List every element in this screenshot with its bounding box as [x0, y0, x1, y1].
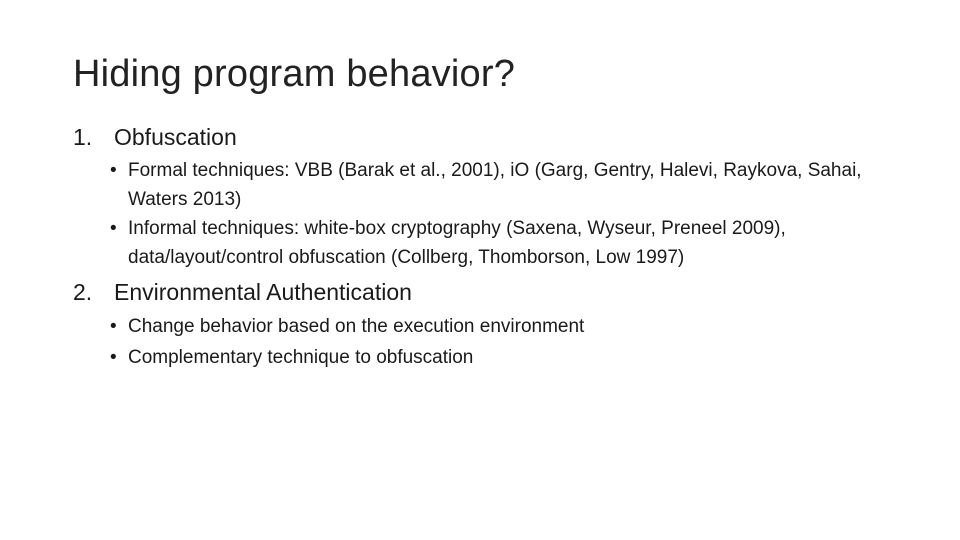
obfuscation-bullets — [110, 156, 870, 272]
section-environmental-authentication — [73, 279, 412, 306]
bullet-icon: • — [110, 218, 117, 239]
bullet-text: Informal techniques: white-box cryptography (Saxena, Wyseur, Preneel 2009), data/layout/control obfuscation (Collberg, Thomborson, Low 1997) — [128, 218, 786, 268]
bullet-icon: • — [110, 160, 117, 181]
bullet-text: Change behavior based on the execution environment — [128, 316, 585, 337]
section-obfuscation — [73, 124, 237, 151]
bullet-item — [110, 156, 870, 214]
bullet-icon: • — [110, 347, 117, 368]
section-number: 1. — [73, 124, 93, 150]
section-heading: Obfuscation — [114, 124, 237, 150]
bullet-text: Formal techniques: VBB (Barak et al., 2001), iO (Garg, Gentry, Halevi, Raykova, Sahai, Waters 2013) — [128, 160, 862, 210]
bullet-text: Complementary technique to obfuscation — [128, 347, 474, 368]
slide-title: Hiding program behavior? — [73, 53, 516, 95]
bullet-item — [110, 311, 870, 342]
environmental-authentication-bullets — [110, 311, 870, 373]
section-number: 2. — [73, 279, 93, 305]
bullet-item — [110, 342, 870, 373]
bullet-item — [110, 214, 870, 272]
section-heading: Environmental Authentication — [114, 279, 412, 305]
bullet-icon: • — [110, 316, 117, 337]
